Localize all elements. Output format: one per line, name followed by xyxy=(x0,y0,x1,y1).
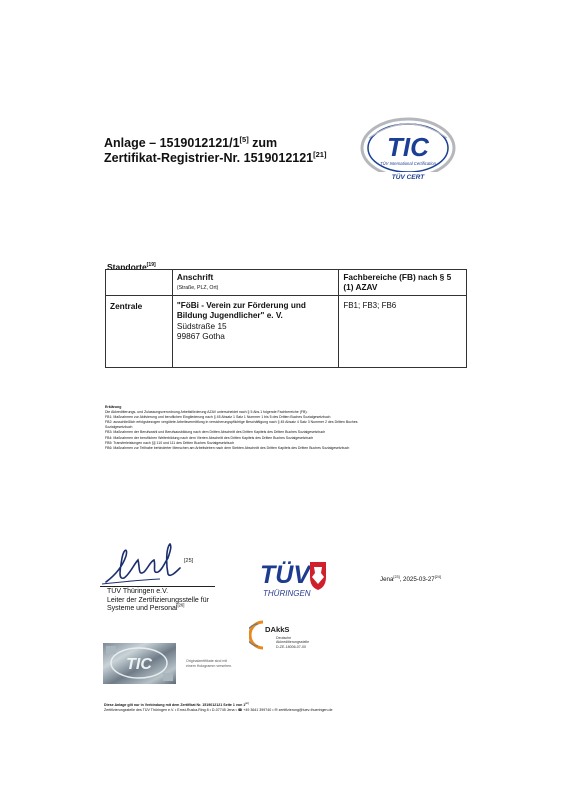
explanation-line: FB2: ausschließlich erfolgsbezogen vergütete Arbeitsvermittlung in versicherungspflichtige Beschäftigung nach § 45 Absatz 4 Satz 3 Nummer 2 des Dritten Buches xyxy=(105,420,358,425)
footer xyxy=(104,703,333,713)
footer-footnote: [27] xyxy=(245,702,250,705)
fb-cell: FB1; FB3; FB6 xyxy=(339,296,467,368)
explanation-line: FB1: Maßnahmen zur Aktivierung und beruflichen Eingliederung nach § 45 Absatz 1 Satz 1 Nummer 1 bis 5 des Dritten Buches Sozialgesetzbuch xyxy=(105,415,331,420)
signature-image xyxy=(100,538,210,588)
address-cell xyxy=(172,296,338,368)
standorte-footnote: [19] xyxy=(146,262,156,269)
tic-logo-text: TIC xyxy=(387,132,429,162)
standorte-label: Standorte[19] xyxy=(107,262,156,272)
header-fachbereiche: Fachbereiche (FB) nach § 5 (1) AZAV xyxy=(339,270,467,296)
issue-place: Jena xyxy=(380,576,394,583)
signature-footnote: [25] xyxy=(184,558,194,564)
tuev-logo-text: TÜV xyxy=(260,561,310,589)
location-cell: Zentrale xyxy=(106,296,173,368)
signatory-role-2: Systeme und Personal xyxy=(107,605,178,612)
issue-date-footnote: [24] xyxy=(434,574,441,579)
hologram-text: TIC xyxy=(126,656,152,673)
explanation-line: FB3: Maßnahmen der Berufswahl und Berufsausbildung nach dem Dritten Abschnitt des Dritten Kapitels des Dritten Buches Sozialgesetzbuch xyxy=(105,430,326,435)
issue-date-value: , 2025-03-27 xyxy=(399,576,435,583)
issue-date xyxy=(380,576,441,583)
footer-line2: Zertifizierungsstelle des TÜV Thüringen e.V. • Ernst-Ruska-Ring 8 • D-07745 Jena • ☎ +49 3641 399740 • ✉ zertifizierung@tuev-thueringen.de xyxy=(104,708,333,712)
explanation-line: FB6: Maßnahmen zur Teilhabe behinderter Menschen am Arbeitsleben nach dem Siebten Abschnitt des Dritten Kapitels des Dritten Buches Sozialgesetzbuch xyxy=(105,445,350,450)
explanation-line: FB5: Transferleistungen nach §§ 110 und 111 des Dritten Buches Sozialgesetzbuch xyxy=(105,440,235,445)
explanation-line: Die Akkreditierungs- und Zulassungsverordnung Arbeitsförderung AZAV unterscheidet nach § 5 Abs.1 folgende Fachbereiche (FB): xyxy=(105,410,308,415)
dakks-registration: D-ZE-18006-07-00 xyxy=(276,644,306,649)
header-anschrift-sub: (Straße, PLZ, Ort) xyxy=(176,285,219,291)
header-empty xyxy=(106,270,173,296)
explanation-title: Erklärung xyxy=(105,405,122,409)
table-row xyxy=(106,296,467,368)
explanation-block xyxy=(105,405,475,451)
hologram-note: Originalzertifikate sind mit einem Hologramm versehen. xyxy=(186,659,233,668)
explanation-line: Sozialgesetzbuch xyxy=(105,425,133,430)
address-name: "FöBi - Verein zur Förderung und Bildung Jugendlicher" e. V. xyxy=(176,301,306,320)
tuev-logo-sub: THÜRINGEN xyxy=(263,589,311,598)
hologram-image xyxy=(103,643,176,684)
signatory-footnote: [26] xyxy=(177,602,185,608)
dakks-subtitle: Deutsche Akkreditierungsstelle D-ZE-18006-07-00 xyxy=(276,636,310,649)
explanation-line: FB4: Maßnahmen der beruflichen Weiterbildung nach dem Vierten Abschnitt des Dritten Kapitels des Dritten Buches Sozialgesetzbuch xyxy=(105,435,314,440)
tic-logo xyxy=(357,116,459,184)
title-line2: Zertifikat-Registrier-Nr. 1519012121 xyxy=(104,151,314,165)
header-anschrift: Anschrift (Straße, PLZ, Ort) xyxy=(172,270,338,296)
signatory-block xyxy=(107,588,209,614)
tic-logo-cert: TÜV CERT xyxy=(391,174,425,181)
signature-line xyxy=(100,586,215,587)
issue-place-footnote: [23] xyxy=(393,574,400,579)
footer-line1: Diese Anlage gilt nur in Verbindung mit dem Zertifikat Nr. 1519012121 Seite 1 von 1 xyxy=(104,703,246,707)
title-line1-footnote: [5] xyxy=(239,134,249,144)
address-city: 99867 Gotha xyxy=(176,331,225,341)
document-title xyxy=(104,136,326,166)
table-header-row xyxy=(106,270,467,296)
signatory-role: Leiter der Zertifizierungsstelle für xyxy=(107,596,209,604)
address-street: Südstraße 15 xyxy=(176,321,227,331)
tic-logo-sub: TÜV International Certification xyxy=(380,161,436,166)
title-line1: Anlage – 1519012121/1 xyxy=(104,136,240,150)
title-line2-footnote: [21] xyxy=(313,149,327,159)
dakks-title: DAkkS xyxy=(265,625,290,634)
locations-table xyxy=(105,269,467,368)
title-line1-suffix: zum xyxy=(248,136,278,150)
signatory-org: TÜV Thüringen e.V. xyxy=(107,588,169,595)
